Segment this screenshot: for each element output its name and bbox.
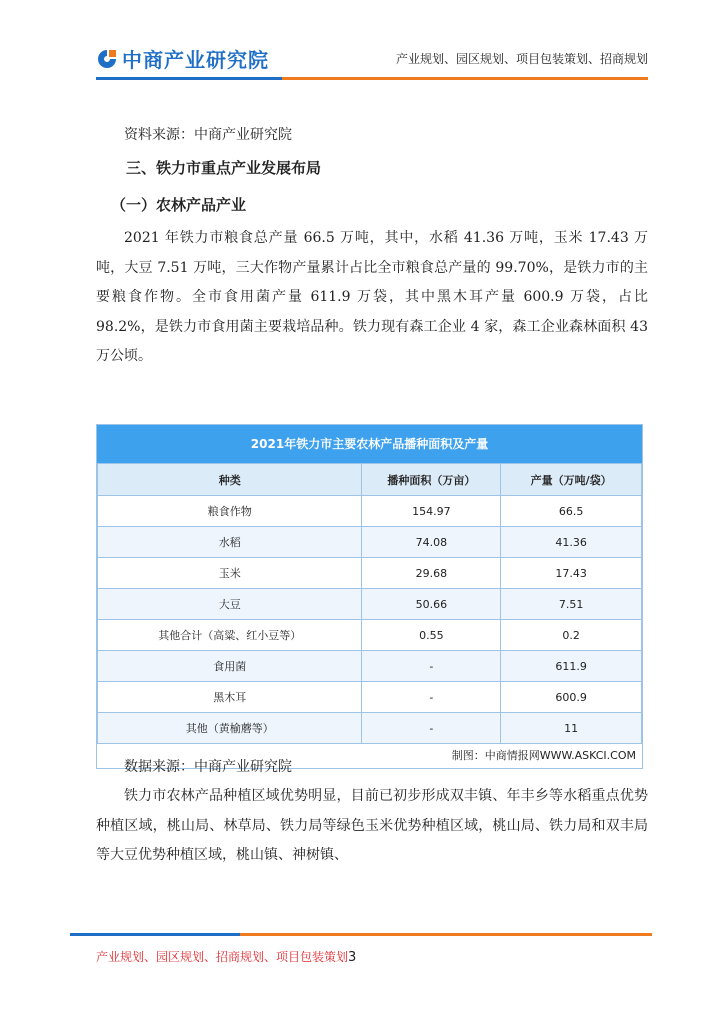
cell-category: 其他（黄榆蘑等）	[98, 713, 362, 744]
data-table	[97, 463, 642, 744]
table-row	[98, 651, 642, 682]
cell-area: 154.97	[362, 496, 501, 527]
crop-table	[96, 424, 643, 769]
source-note-bottom: 数据来源：中商产业研究院	[124, 759, 292, 775]
body-top	[96, 120, 648, 372]
table-row	[98, 527, 642, 558]
cell-category: 粮食作物	[98, 496, 362, 527]
header-rule-blue	[96, 77, 282, 80]
cell-area: 0.55	[362, 620, 501, 651]
source-note-top: 资料来源：中商产业研究院	[124, 127, 292, 143]
cell-area: 74.08	[362, 527, 501, 558]
table-header-row	[98, 464, 642, 496]
cell-area: -	[362, 713, 501, 744]
logo-icon	[96, 48, 118, 70]
cell-category: 大豆	[98, 589, 362, 620]
cell-output: 11	[501, 713, 642, 744]
cell-output: 0.2	[501, 620, 642, 651]
header-rule-orange	[282, 77, 648, 80]
header-area: 播种面积（万亩）	[362, 464, 501, 496]
subsection-heading: （一）农林产品产业	[111, 196, 247, 214]
company-logo	[96, 44, 269, 73]
cell-category: 玉米	[98, 558, 362, 589]
cell-category: 黑木耳	[98, 682, 362, 713]
cell-output: 41.36	[501, 527, 642, 558]
cell-category: 其他合计（高粱、红小豆等）	[98, 620, 362, 651]
header-tagline: 产业规划、园区规划、项目包装策划、招商规划	[395, 52, 648, 66]
table-row	[98, 589, 642, 620]
table-title: 2021年铁力市主要农林产品播种面积及产量	[97, 425, 642, 463]
cell-category: 食用菌	[98, 651, 362, 682]
cell-area: 29.68	[362, 558, 501, 589]
table-row	[98, 682, 642, 713]
cell-area: 50.66	[362, 589, 501, 620]
logo-text: 中商产业研究院	[122, 48, 269, 72]
table-row	[98, 620, 642, 651]
cell-output: 600.9	[501, 682, 642, 713]
cell-output: 611.9	[501, 651, 642, 682]
header-output: 产量（万吨/袋）	[501, 464, 642, 496]
footer-rule-blue	[70, 933, 240, 936]
cell-output: 17.43	[501, 558, 642, 589]
footer-tagline: 产业规划、园区规划、招商规划、项目包装策划	[96, 950, 349, 964]
paragraph-grain-output: 2021 年铁力市粮食总产量 66.5 万吨，其中，水稻 41.36 万吨，玉米 17.43 万吨，大豆 7.51 万吨，三大作物产量累计占比全市粮食总产量的 99.70%，是铁力市的主要粮食作物。全市食用菌产量 611.9 万袋，其中黑木耳产量 600.9 万袋，占比 98.2%，是铁力市食用菌主要栽培品种。铁力现有森工企业 4 家，森工企业森林面积 43 万公顷。	[96, 230, 648, 364]
table-row	[98, 496, 642, 527]
cell-category: 水稻	[98, 527, 362, 558]
cell-output: 7.51	[501, 589, 642, 620]
page-number: 3	[348, 950, 357, 965]
body-bottom	[96, 752, 648, 871]
header-category: 种类	[98, 464, 362, 496]
cell-output: 66.5	[501, 496, 642, 527]
page-header	[0, 0, 724, 90]
page-footer	[96, 948, 356, 965]
table-row	[98, 558, 642, 589]
section-heading: 三、铁力市重点产业发展布局	[126, 159, 322, 177]
footer-rule-orange	[240, 933, 652, 936]
cell-area: -	[362, 682, 501, 713]
table-credit: 制图：中商情报网WWW.ASKCI.COM	[451, 749, 636, 762]
paragraph-planting-regions: 铁力市农林产品种植区域优势明显，目前已初步形成双丰镇、年丰乡等水稻重点优势种植区域，桃山局、林草局、铁力局等绿色玉米优势种植区域，桃山局、铁力局和双丰局等大豆优势种植区域，桃山镇、神树镇、	[96, 788, 648, 863]
table-row	[98, 713, 642, 744]
cell-area: -	[362, 651, 501, 682]
